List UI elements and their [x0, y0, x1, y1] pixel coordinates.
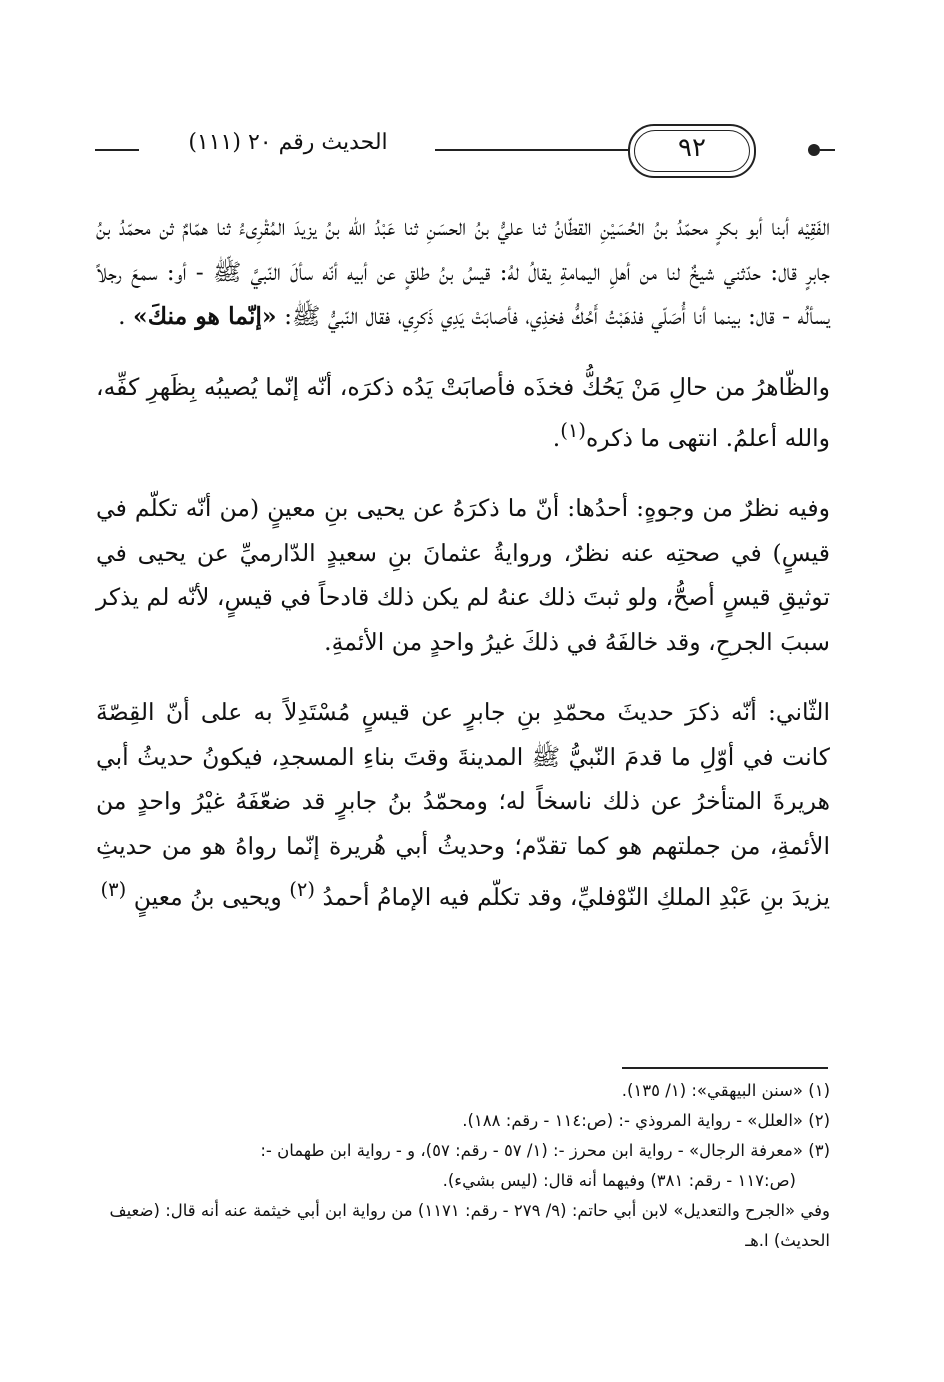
footnote-ref-3: (٣) [100, 878, 127, 902]
paragraph-3 [96, 486, 830, 664]
footnotes [96, 1076, 830, 1256]
sentence-end: . [118, 302, 126, 330]
footnote-3: (٣) «معرفة الرجال» - رواية ابن محرز -: (١/ ٥٧ - رقم: ٥٧)، و - رواية ابن طهمان -: [260, 1141, 830, 1160]
paragraph-1 [96, 205, 830, 339]
paragraph-2 [96, 365, 830, 461]
page-number-frame [628, 124, 756, 178]
paragraph-text: الفَقِيْه أبنا أبو بكرٍ محمّدُ بنُ الحُسَيْنِ القطّانُ ثنا عليُّ بنُ الحسَنِ ثنا عَبْدُ الله بنُ يزيدَ المُقْرِىءُ ثنا همّامٌ ثن محمّدُ بنُ جابرٍ قال: حدّثني شيخٌ لنا من أهلِ اليمامةِ يقالُ لهُ: قيسُ بنُ طلقٍ عن أبيه أنّه سألَ النّبيَّ ﷺ - أو: سمعَ رجلاً يسألُه - قال: بينما أنا أُصَلّي فذهَبْتُ أَحُكُّ فخذِي، فأصابَتْ يَدِي ذَكرِي، فقال النّبيُّ ﷺ: [96, 213, 830, 330]
header-rule-left [95, 149, 139, 151]
bold-quote: «إنّما هو منكَ» [133, 302, 277, 330]
paragraph-tail: ويحيى بنُ معينٍ [133, 883, 282, 912]
paragraph-text: وفيه نظرٌ من وجوهٍ: أحدُها: أنّ ما ذكرَهُ عن يحيى بنِ معينٍ (من أنّه تكلّم في قيسٍ) في صحتِه عنه نظرٌ، وروايةُ عثمانَ بنِ سعيدٍ الدّارميِّ عن يحيى في توثيقِ قيسٍ أصحُّ، ولو ثبتَ ذلك عنهُ لم يكن ذلك قادحاً في قيسٍ، لأنّه لم يذكر سببَ الجرحِ، وقد خالفَهُ في ذلكَ غيرُ واحدٍ من الأئمةِ. [96, 494, 830, 656]
page-header [95, 122, 830, 182]
header-rule-right [820, 149, 835, 151]
main-text [96, 205, 830, 920]
footnote-ref-2: (٢) [289, 878, 316, 902]
header-ornament-dot [808, 144, 820, 156]
paragraph-text: الثّاني: أنّه ذكرَ حديثَ محمّدِ بنِ جابرٍ عن قيسٍ مُسْتَدِلاً به على أنّ القِصّةَ كانت في أوّلِ ما قدمَ النّبيُّ ﷺ المدينةَ وقتَ بناءِ المسجدِ، فيكونُ حديثُ أبي هريرةَ المتأخرُ عن ذلك ناسخاً له؛ ومحمّدُ بنُ جابرٍ قد ضعّفَهُ غيْرُ واحدٍ من الأئمةِ، من جملتهم هو كما تقدّم؛ وحديثُ أبي هُريرة إنّما رواهُ هو من حديثِ يزيدَ بنِ عَبْدِ الملكِ النّوْفليِّ، وقد تكلّم فيه الإمامُ أحمدُ [96, 698, 830, 912]
page-number: ٩٢ [678, 133, 706, 163]
sentence-end: . [552, 423, 561, 452]
running-title: الحديث رقم ٢٠ (١١١) [188, 130, 388, 155]
footnote-ref-1: (١) [560, 419, 586, 442]
paragraph-text: والظّاهرُ من حالِ مَنْ يَحُكُّ فخذَه فأصابَتْ يَدُه ذكرَه، أنّه إنّما يُصيبُه بِظَهرِ كفِّه، والله أعلمُ. انتهى ما ذكره [96, 372, 830, 452]
footnote-1: (١) «سنن البيهقي»: (١/ ١٣٥). [621, 1081, 830, 1100]
footnote-3-continued: (ص:١١٧ - رقم: ٣٨١) وفيهما أنه قال: (ليس بشيء). [442, 1171, 796, 1190]
footnote-2: (٢) «العلل» - رواية المروذي -: (ص:١١٤ - رقم: ١٨٨). [462, 1111, 830, 1130]
footnote-separator [622, 1067, 828, 1069]
footnote-3-extra: وفي «الجرح والتعديل» لابن أبي حاتم: (٩/ ٢٧٩ - رقم: ١١٧١) من رواية ابن أبي خيثمة عنه أنه قال: (ضعيف الحديث) ا.هـ [109, 1201, 830, 1250]
paragraph-4 [96, 690, 830, 919]
